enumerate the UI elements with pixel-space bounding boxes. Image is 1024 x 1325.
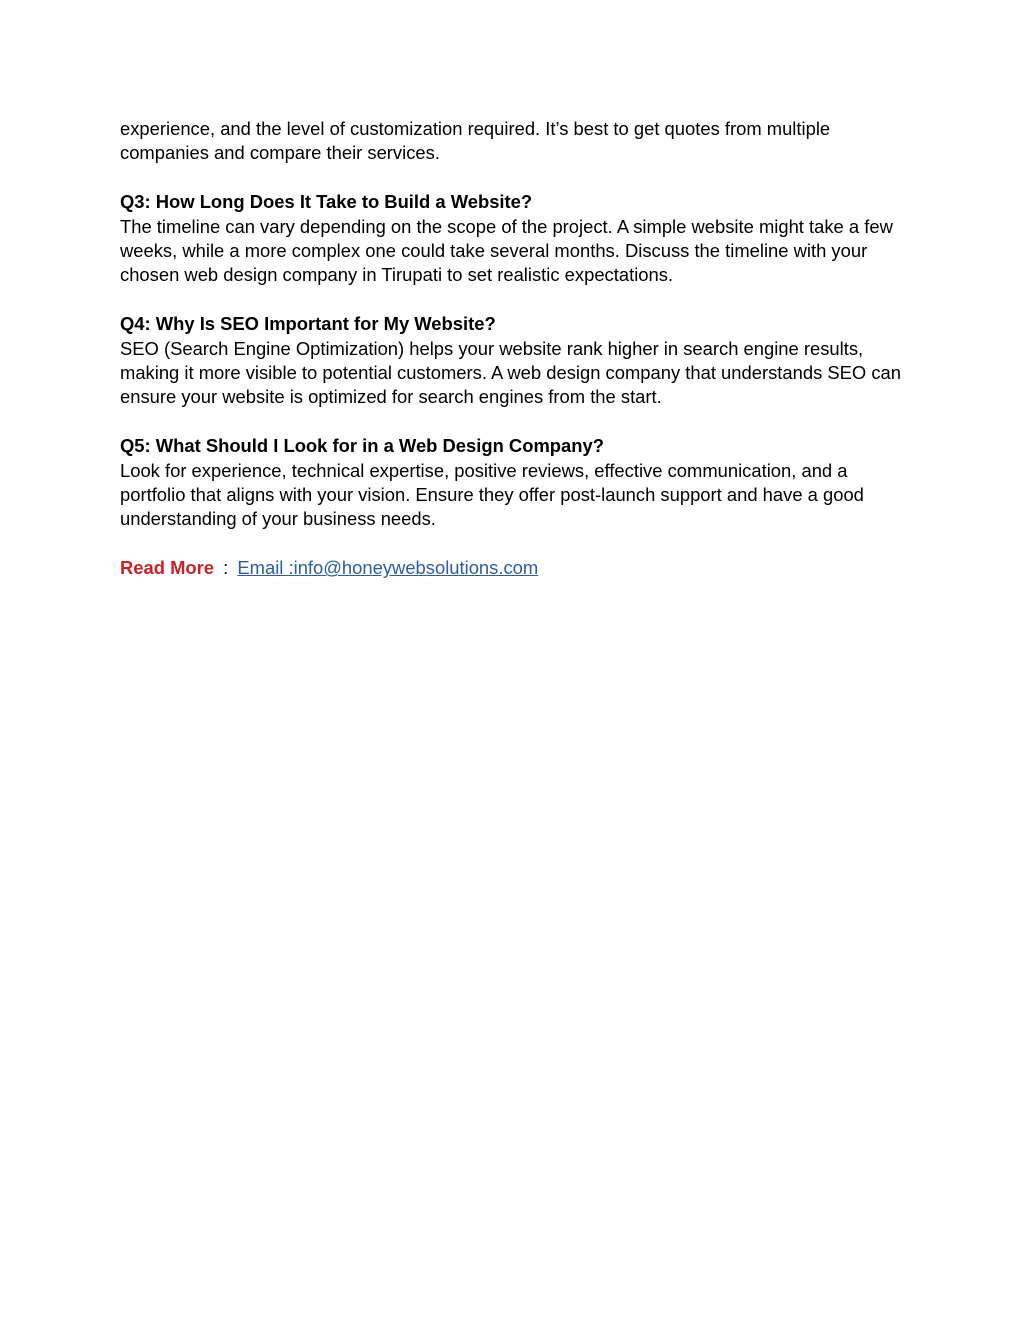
read-more-line (120, 556, 903, 580)
faq-question: Q4: Why Is SEO Important for My Website? (120, 313, 496, 335)
faq-item-q5 (120, 434, 903, 532)
faq-answer: The timeline can vary depending on the scope of the project. A simple website might take a few weeks, while a more complex one could take several months. Discuss the timeline with your chosen web design company in Tirupati to set realistic expectations. (120, 215, 893, 286)
intro-paragraph: experience, and the level of customization required. It’s best to get quotes from multiple companies and compare their services. (120, 118, 831, 164)
faq-answer: SEO (Search Engine Optimization) helps your website rank higher in search engine results, making it more visible to potential customers. A web design company that understands SEO can ensure your website is optimized for search engines from the start. (120, 337, 901, 408)
document-content (120, 117, 903, 581)
read-more-label: Read More (120, 557, 215, 579)
faq-item-q4 (120, 312, 903, 410)
read-more-separator: : (223, 557, 229, 579)
faq-answer: Look for experience, technical expertise, positive reviews, effective communication, and a portfolio that aligns with your vision. Ensure they offer post-launch support and have a good understanding of your business needs. (120, 459, 864, 530)
faq-item-q3 (120, 190, 903, 288)
faq-question: Q5: What Should I Look for in a Web Design Company? (120, 435, 604, 457)
faq-question: Q3: How Long Does It Take to Build a Website? (120, 191, 533, 213)
email-link[interactable]: Email :info@honeywebsolutions.com (237, 557, 539, 579)
